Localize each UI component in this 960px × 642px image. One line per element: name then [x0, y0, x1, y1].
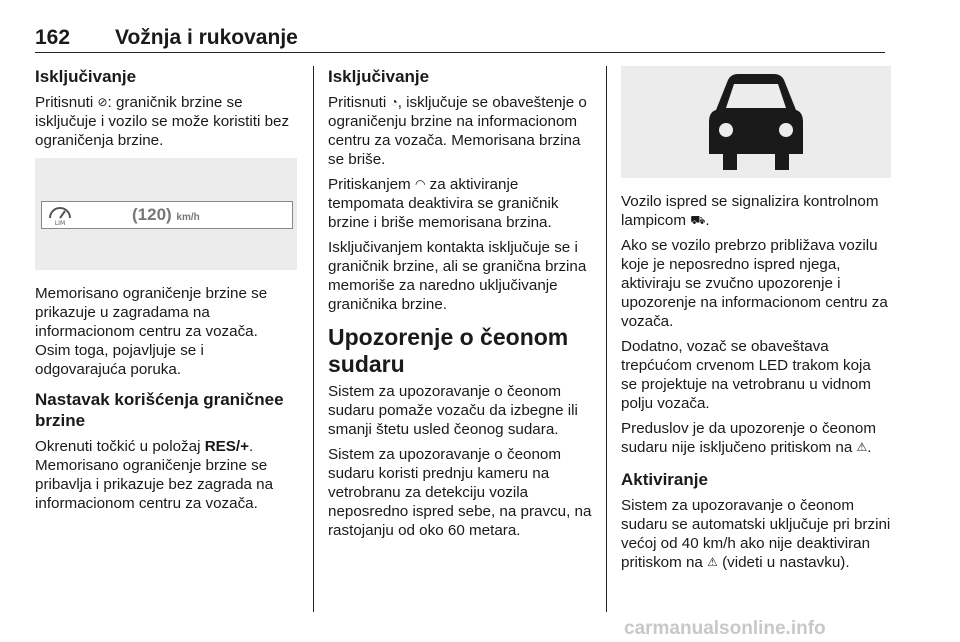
vehicle-ahead-icon: [706, 70, 806, 174]
car-ahead-icon: ⛟: [690, 213, 706, 227]
text: .: [705, 212, 710, 229]
paragraph: [328, 175, 596, 232]
section-heading-activation: Aktiviranje: [621, 470, 708, 489]
text: Preduslov je da upozorenje o čeonom sudaru nije isključeno pritiskom na: [621, 420, 876, 456]
limiter-display-figure: [35, 158, 297, 270]
text: (videti u nastavku).: [717, 554, 850, 571]
text: Okrenuti točkić u položaj: [35, 438, 205, 455]
column-1: [35, 66, 297, 519]
section-heading-off: Isključivanje: [328, 67, 430, 86]
column-divider: [606, 66, 607, 612]
paragraph: Memorisano ograničenje brzine se prikazuje u zagradama na informacionom centru za vozača. Osim toga, pojavljuje se i odgovarajuća poruka.: [35, 285, 268, 378]
res-label: RES/+: [204, 438, 250, 455]
text: Pritiskanjem: [328, 176, 415, 193]
speed-limiter-icon: ◔: [390, 95, 398, 109]
paragraph: Ako se vozilo prebrzo približava vozilu koje je neposredno ispred njega, aktiviraju se zvučno upozorenje i upozorenje na informacionom centru za vozača.: [621, 237, 888, 330]
collision-alert-icon: ⚠: [707, 555, 718, 569]
paragraph: [621, 419, 891, 457]
paragraph: Sistem za upozoravanje o čeonom sudaru pomaže vozaču da izbegne ili smanji štetu usled čeonog sudara.: [328, 383, 578, 438]
text: . Memorisano ograničenje brzine se pribavlja i prikazuje bez zagrada na informacionom centru za vozača.: [35, 438, 274, 512]
paragraph: Dodatno, vozač se obaveštava trepćućom crvenom LED trakom koja se projektuje na vetrobranu u vidnom polju vozača.: [621, 338, 871, 412]
paragraph: [621, 496, 891, 572]
page-number: 162: [35, 26, 71, 49]
paragraph: Sistem za upozoravanje o čeonom sudaru koristi prednju kameru na vetrobranu za detekciju vozila neposredno ispred sebe, na pravcu, na rastojanju od oko 60 metara.: [328, 446, 592, 539]
column-divider: [313, 66, 314, 612]
speed-limiter-off-icon: ⊘: [97, 95, 108, 109]
page-header: [35, 26, 885, 53]
text: : graničnik brzine se isključuje i vozilo se može koristiti bez ograničenja brzine.: [35, 94, 290, 149]
limiter-display: [41, 201, 293, 229]
paragraph: Isključivanjem kontakta isključuje se i graničnik brzine, ali se granična brzina memoriše za naredno uključivanje graničnika brzine.: [328, 239, 587, 313]
speed-limiter-icon: [47, 204, 73, 226]
section-heading-fcw: Upozorenje o čeonom sudaru: [328, 324, 569, 377]
text: .: [867, 439, 872, 456]
vehicle-ahead-figure: [621, 66, 891, 178]
column-2: [328, 66, 596, 546]
paragraph: [35, 437, 297, 513]
limit-value: (120): [132, 205, 172, 224]
paragraph: [35, 93, 297, 150]
collision-alert-icon: ⚠: [856, 440, 868, 454]
text: Pritisnuti: [328, 94, 391, 111]
text: Vozilo ispred se signalizira kontrolnom lampicom: [621, 193, 879, 229]
limit-readout: [132, 205, 200, 225]
text: za aktiviranje tempomata deaktivira se graničnik brzine i briše memorisana brzina.: [328, 176, 559, 231]
column-3: [621, 66, 891, 578]
paragraph: [328, 93, 596, 169]
watermark: carmanualsonline.info: [624, 618, 826, 639]
limit-unit: km/h: [176, 212, 200, 223]
chapter-title: Vožnja i rukovanje: [115, 26, 298, 49]
cruise-control-icon: ◠: [414, 177, 426, 191]
paragraph: [621, 192, 891, 230]
text: Pritisnuti: [35, 94, 98, 111]
limiter-icon-label: LIM: [54, 220, 66, 226]
text: , isključuje se obaveštenje o ograničenju brzine na informacionom centru za vozača. Memorisana brzina se briše.: [328, 94, 587, 168]
section-heading-resume: Nastavak korišćenja graničnee brzine: [35, 390, 284, 430]
text: Sistem za upozoravanje o čeonom sudaru se automatski uključuje pri brzini većoj od 40 km/h ako nije deaktiviran pritiskom na: [621, 497, 891, 571]
section-heading-off: Isključivanje: [35, 67, 137, 86]
